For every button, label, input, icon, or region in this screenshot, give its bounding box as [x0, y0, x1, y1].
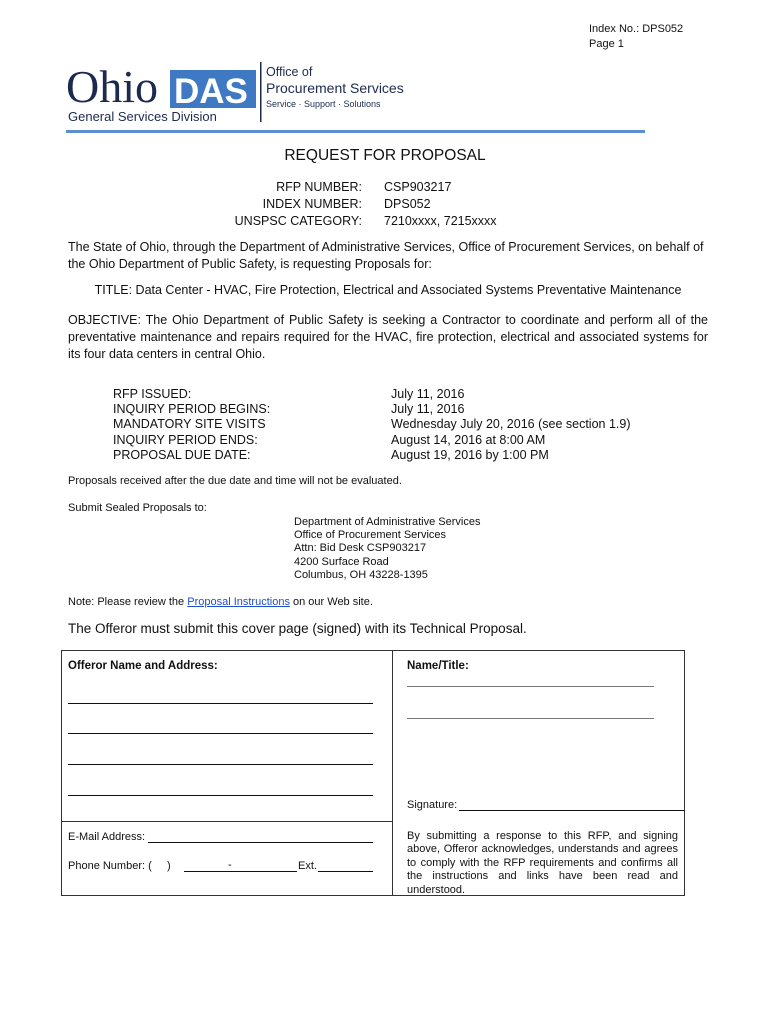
cover-page-instruction: The Offeror must submit this cover page (signed) with its Technical Proposal. [68, 621, 527, 636]
date-label: MANDATORY SITE VISITS [113, 417, 266, 432]
date-value: July 11, 2016 [391, 387, 465, 401]
offeror-name-address-label: Offeror Name and Address: [68, 660, 218, 672]
offeror-address-line-4[interactable] [68, 795, 373, 796]
ext-field[interactable] [318, 871, 373, 872]
dates-values [391, 387, 631, 463]
form-column-divider [392, 650, 393, 896]
name-title-line-1[interactable] [407, 686, 654, 687]
address-line: Attn: Bid Desk CSP903217 [294, 542, 427, 555]
rfp-number-label: RFP NUMBER: [276, 180, 362, 194]
date-value: August 14, 2016 at 8:00 AM [391, 432, 546, 447]
logo-office-line2: Procurement Services [266, 80, 404, 96]
name-title-label: Name/Title: [407, 660, 469, 672]
address-line: Columbus, OH 43228-1395 [294, 568, 428, 581]
logo-divider [260, 62, 262, 122]
signature-line[interactable] [459, 810, 685, 811]
ohio-das-logo [66, 58, 406, 128]
name-title-line-2[interactable] [407, 718, 654, 719]
phone-close-paren: ) [167, 860, 171, 872]
signature-label: Signature: [407, 799, 458, 811]
rfp-title-line: TITLE: Data Center - HVAC, Fire Protection, Electrical and Associated Systems Preventative Maintenance [94, 283, 682, 297]
ext-label: Ext. [298, 860, 317, 872]
header-rule [66, 130, 645, 133]
date-label: PROPOSAL DUE DATE: [113, 447, 251, 462]
phone-dash: - [228, 859, 232, 871]
note-prefix: Note: Please review the [68, 596, 188, 608]
rfp-values [384, 179, 497, 230]
logo-office-line1: Office of [266, 65, 313, 79]
date-value: July 11, 2016 [391, 402, 465, 417]
date-value: August 19, 2016 by 1:00 PM [391, 447, 549, 462]
note-suffix: on our Web site. [289, 596, 373, 608]
proposal-instructions-link[interactable]: Proposal Instructions [187, 596, 290, 608]
submission-address [294, 516, 480, 582]
index-number-value: DPS052 [384, 197, 431, 211]
email-label: E-Mail Address: [68, 831, 146, 843]
offeror-address-line-1[interactable] [68, 703, 373, 704]
index-number-label: INDEX NUMBER: [262, 197, 362, 211]
late-proposals-note: Proposals received after the due date and time will not be evaluated. [68, 475, 402, 487]
objective-paragraph: OBJECTIVE: The Ohio Department of Public Safety is seeking a Contractor to coordinate and perform all of the preventative maintenance and repairs required for the HVAC, fire protection, electrical and associated systems for its four data centers in central Ohio. [68, 313, 708, 361]
date-label: RFP ISSUED: [113, 387, 192, 401]
logo-ohio-text: Ohio [66, 61, 158, 112]
unspsc-category-value: 7210xxxx, 7215xxxx [384, 214, 497, 228]
submit-label: Submit Sealed Proposals to: [68, 502, 207, 514]
index-number: Index No.: DPS052 [589, 23, 684, 35]
form-row-divider [61, 821, 392, 822]
address-line: Department of Administrative Services [294, 516, 481, 528]
phone-label: Phone Number: ( [68, 860, 152, 872]
document-title: REQUEST FOR PROPOSAL [284, 147, 486, 164]
address-line: Office of Procurement Services [294, 529, 447, 542]
logo-tagline: Service · Support · Solutions [266, 99, 381, 109]
date-label: INQUIRY PERIOD BEGINS: [113, 402, 271, 417]
date-value: Wednesday July 20, 2016 (see section 1.9) [391, 417, 631, 432]
intro-paragraph: The State of Ohio, through the Department of Administrative Services, Office of Procurement Services, on behalf of the Ohio Department of Public Safety, is requesting Proposals for: [68, 240, 704, 271]
instructions-note [68, 596, 373, 608]
page-number: Page 1 [589, 38, 624, 50]
offeror-address-line-2[interactable] [68, 733, 373, 734]
date-label: INQUIRY PERIOD ENDS: [113, 432, 258, 447]
email-field[interactable] [148, 842, 373, 843]
dates-labels [113, 387, 270, 463]
phone-number-field[interactable] [184, 871, 297, 872]
offeror-address-line-3[interactable] [68, 764, 373, 765]
logo-division-text: General Services Division [68, 109, 217, 124]
unspsc-category-label: UNSPSC CATEGORY: [234, 214, 362, 228]
rfp-labels [200, 179, 362, 230]
rfp-number-value: CSP903217 [384, 180, 452, 194]
attestation-text: By submitting a response to this RFP, and signing above, Offeror acknowledges, understands and agrees to comply with the RFP requirements and confirms all the instructions and links have been read and understood. [407, 830, 678, 896]
address-line: 4200 Surface Road [294, 555, 389, 568]
logo-das-text: DAS [174, 72, 248, 111]
index-block [589, 22, 683, 52]
